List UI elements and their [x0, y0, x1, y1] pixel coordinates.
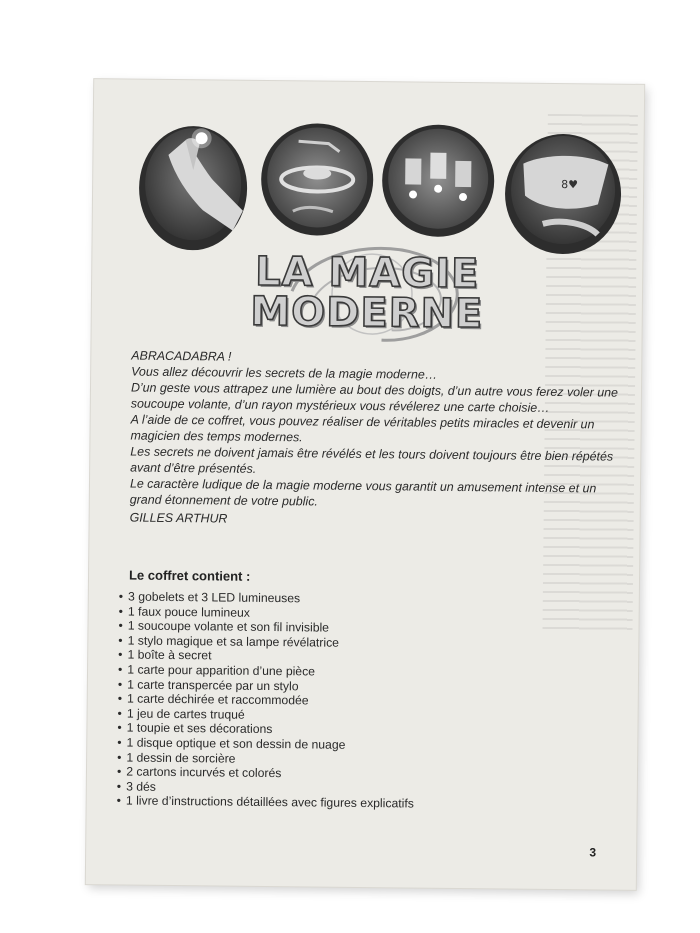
glowing-thumb-photo	[138, 126, 247, 251]
list-item: • 1 jeu de cartes truqué	[118, 706, 415, 724]
intro-paragraph: Vous allez découvrir les secrets de la magie moderne…	[131, 364, 438, 382]
intro-paragraph: Les secrets ne doivent jamais être révélés et les tours doivent toujours être bien répétés avant d’être présentés.	[130, 444, 614, 476]
list-item: • 1 carte déchirée et raccommodée	[118, 692, 415, 710]
intro-paragraph: ABRACADABRA !	[131, 348, 232, 364]
glowing-cups-photo	[382, 124, 495, 237]
list-item: • 1 faux pouce lumineux	[119, 604, 416, 622]
flying-saucer-photo	[261, 123, 374, 236]
list-item: • 1 disque optique et son dessin de nuage	[117, 735, 414, 753]
title-line-2: MODERNE	[250, 288, 484, 338]
booklet-page	[86, 79, 644, 890]
list-item: • 3 gobelets et 3 LED lumineuses	[119, 589, 416, 607]
intro-paragraph: Le caractère ludique de la magie moderne vous garantit un amusement intense et un grand étonnement de votre public.	[129, 476, 597, 509]
svg-text:8♥: 8♥	[561, 178, 579, 192]
list-item: • 2 cartons incurvés et colorés	[117, 765, 414, 783]
list-item: • 1 carte pour apparition d’une pièce	[118, 662, 415, 680]
list-item: • 1 toupie et ses décorations	[117, 721, 414, 739]
list-item: • 1 livre d’instructions détaillées avec figures explicatifs	[117, 794, 414, 812]
list-item: • 3 dés	[117, 779, 414, 797]
list-item: • 1 stylo magique et sa lampe révélatrice	[118, 633, 415, 651]
intro-paragraph: A l’aide de ce coffret, vous pouvez réaliser de véritables petits miracles et devenir un magicien des temps modernes.	[130, 412, 595, 445]
card-in-hand-photo	[504, 133, 621, 254]
contents-list	[117, 589, 416, 811]
list-item: • 1 boîte à secret	[118, 648, 415, 666]
signature: GILLES ARTHUR	[129, 510, 228, 526]
list-item: • 1 soucoupe volante et son fil invisible	[118, 619, 415, 637]
contents-heading: Le coffret contient :	[128, 567, 251, 584]
title-line-1: LA MAGIE	[254, 248, 480, 298]
list-item: • 1 dessin de sorcière	[117, 750, 414, 768]
list-item: • 1 carte transpercée par un stylo	[118, 677, 415, 695]
intro-text	[130, 348, 622, 531]
intro-paragraph: D’un geste vous attrapez une lumière au bout des doigts, d’un autre vous ferez voler une soucoupe volante, d’un rayon mystérieux vous révélerez une carte choisie…	[130, 380, 619, 415]
page-number: 3	[589, 845, 597, 860]
